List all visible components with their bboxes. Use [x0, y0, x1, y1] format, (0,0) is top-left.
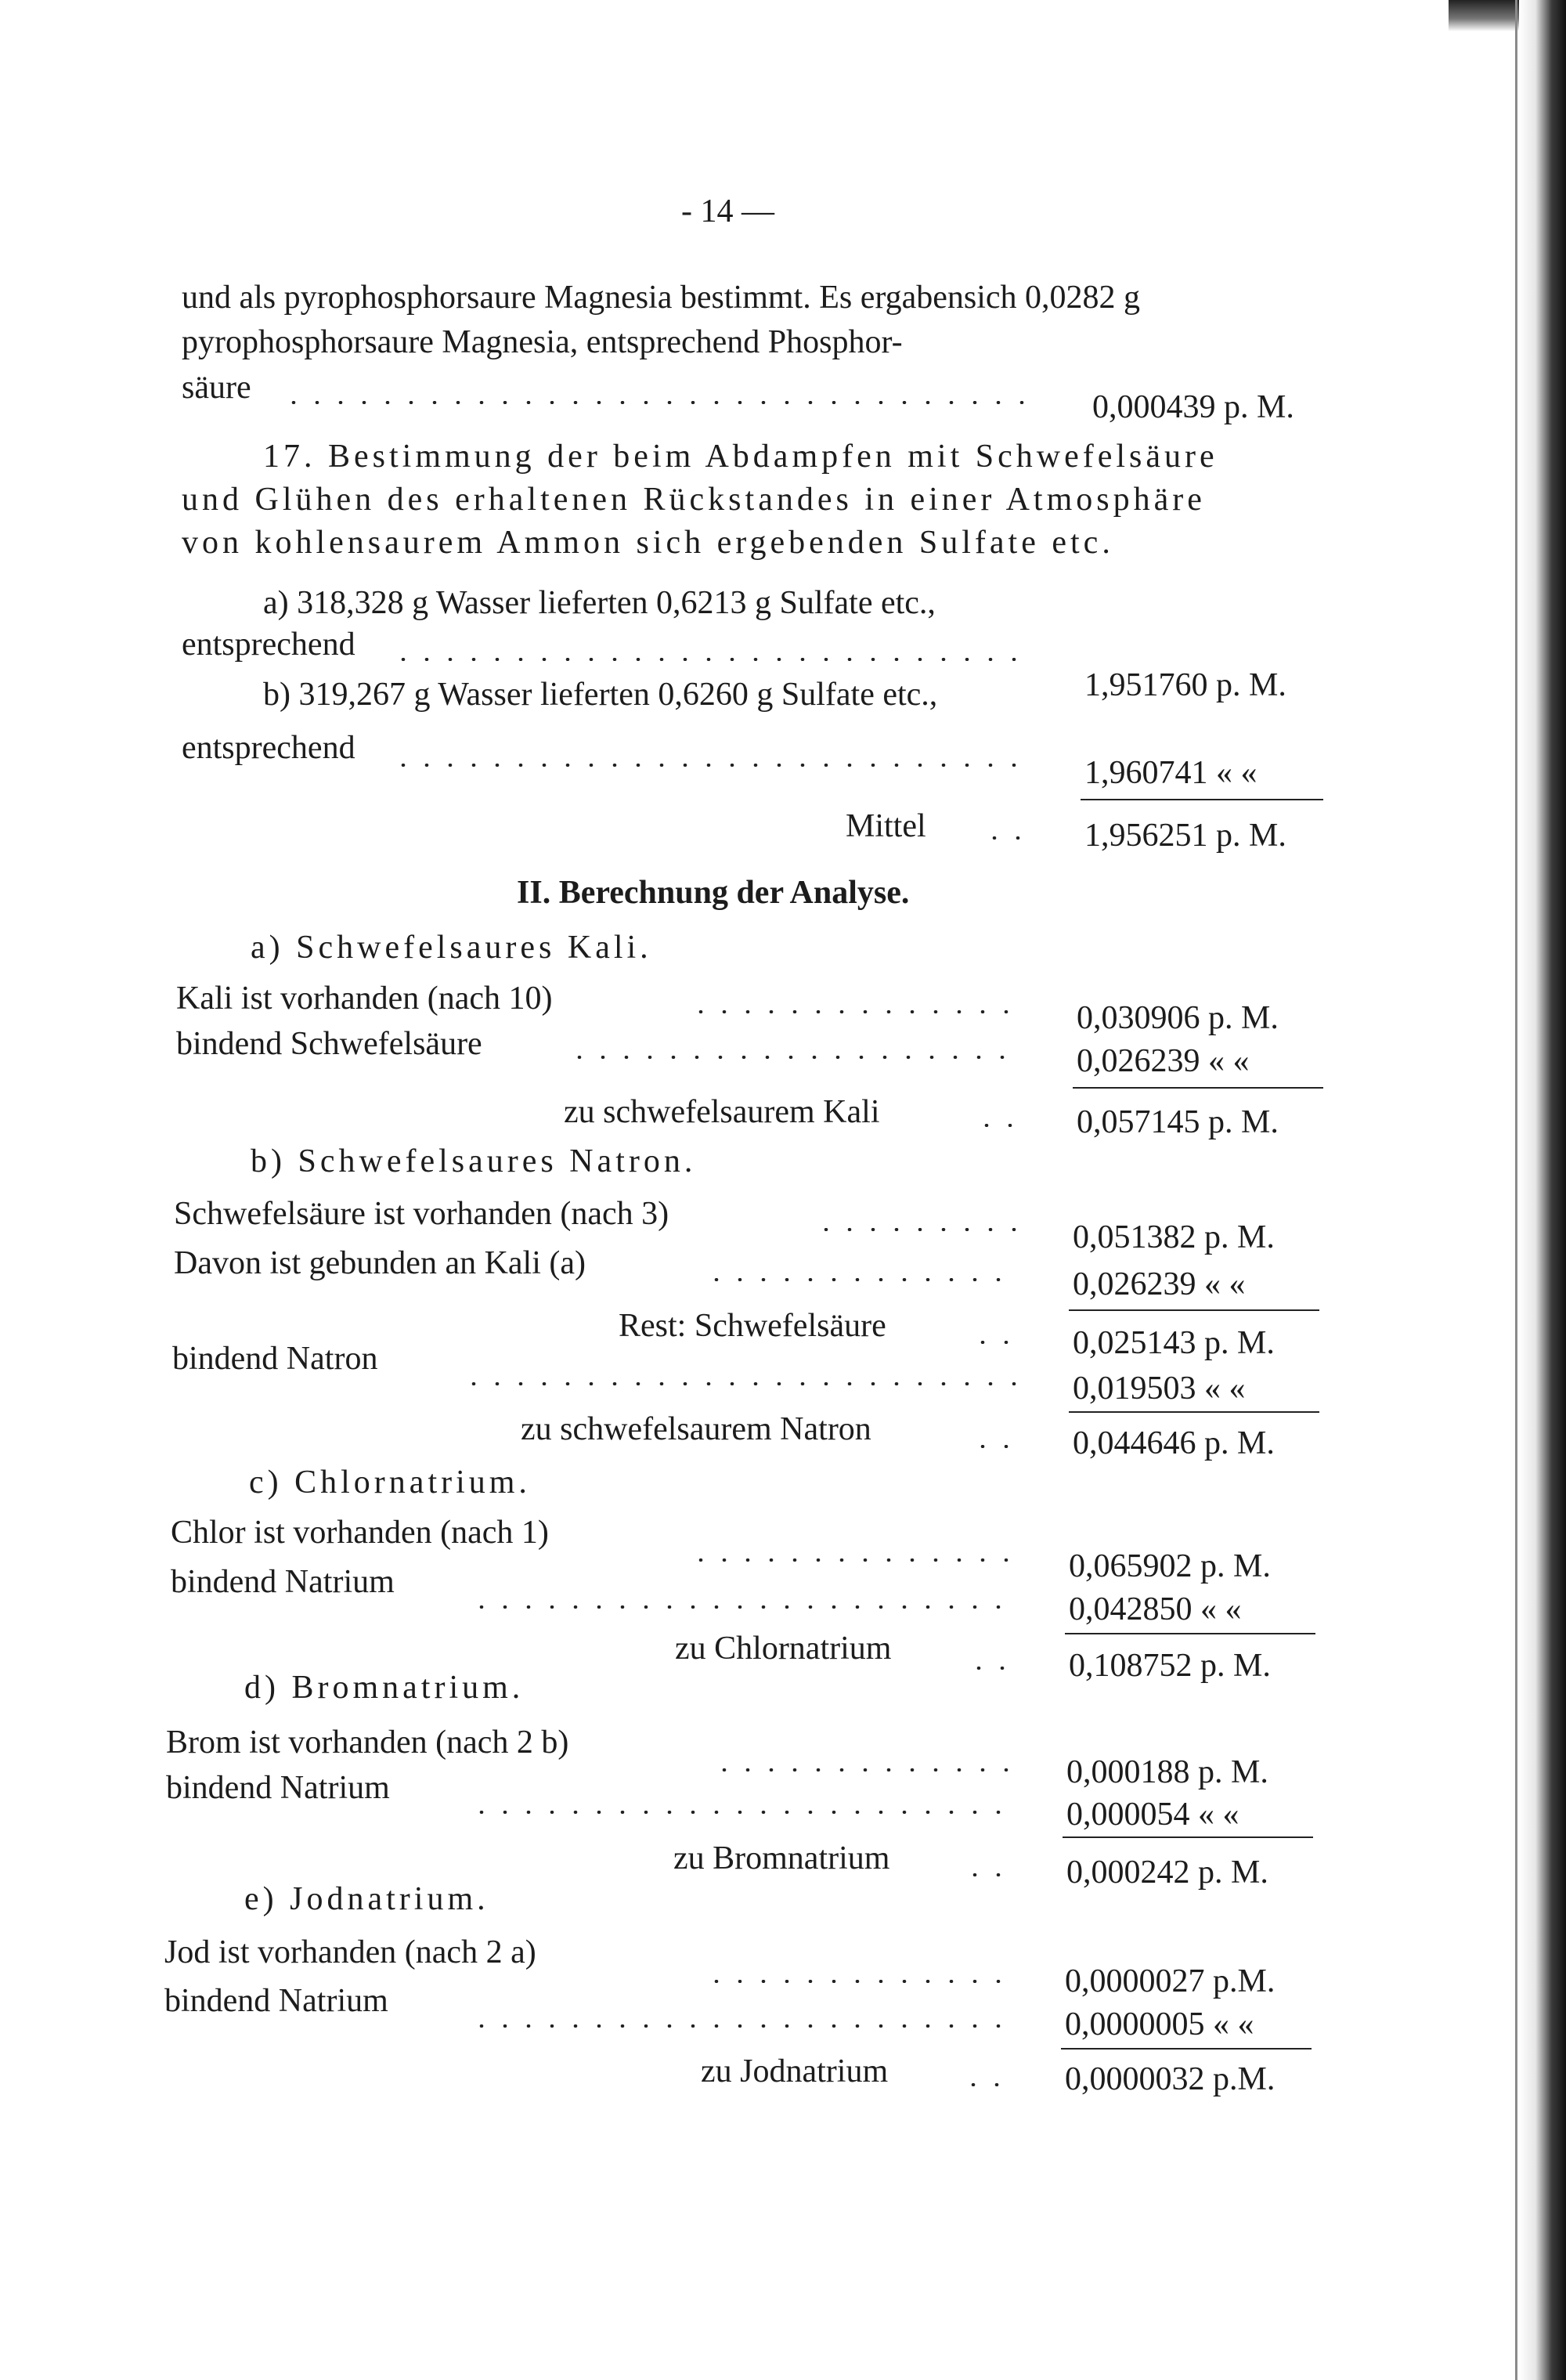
sum-rule [1081, 799, 1323, 800]
leader-dots [975, 1124, 1022, 1127]
row-label: Chlor ist vorhanden (nach 1) [171, 1515, 549, 1551]
row-label: bindend Natron [172, 1341, 378, 1377]
leader-dots [962, 2083, 1009, 2086]
subsection-title: b) Schwefelsaures Natron. [251, 1143, 697, 1179]
leader-dots [282, 401, 1034, 404]
value: 0,030906 p. M. [1077, 1000, 1279, 1036]
leader-dots [689, 1010, 1018, 1013]
value: 1,956251 p. M. [1084, 818, 1286, 854]
leader-dots [705, 1278, 1018, 1281]
paragraph-line: entsprechend [182, 730, 355, 766]
sum-rule [1073, 1087, 1323, 1089]
page-fold-line [1515, 0, 1517, 2380]
row-label: bindend Natrium [166, 1770, 390, 1806]
subsection-title: d) Bromnatrium. [244, 1670, 525, 1706]
paragraph-line: entsprechend [182, 627, 355, 663]
sum-rule [1063, 1836, 1313, 1838]
leader-dots [689, 1558, 1018, 1562]
mittel-label: Mittel [846, 808, 926, 844]
leader-dots [470, 2024, 1018, 2028]
leader-dots [392, 658, 1034, 661]
subsection-title: a) Schwefelsaures Kali. [251, 930, 652, 966]
value: 0,065902 p. M. [1069, 1548, 1271, 1584]
leader-dots [971, 1445, 1018, 1448]
sum-rule [1069, 1411, 1319, 1413]
row-label: Schwefelsäure ist vorhanden (nach 3) [174, 1196, 669, 1232]
subsection-title: c) Chlornatrium. [249, 1464, 531, 1501]
leader-dots [814, 1228, 1018, 1231]
leader-dots [470, 1811, 1018, 1814]
scan-edge-shadow [1519, 0, 1566, 2380]
value: 0,026239 « « [1073, 1266, 1246, 1302]
sum-rule [1069, 1309, 1319, 1311]
row-label: Brom ist vorhanden (nach 2 b) [166, 1725, 569, 1761]
total-label: zu schwefelsaurem Kali [564, 1094, 880, 1130]
value: 0,044646 p. M. [1073, 1425, 1275, 1461]
leader-dots [568, 1056, 1022, 1059]
value: 0,019503 « « [1073, 1371, 1246, 1407]
value: 0,0000027 p.M. [1065, 1963, 1276, 1999]
value: 0,026239 « « [1077, 1043, 1250, 1079]
value: 0,042850 « « [1069, 1591, 1242, 1627]
total-label: zu Bromnatrium [673, 1840, 890, 1876]
row-label: bindend Schwefelsäure [176, 1026, 482, 1062]
row-label: bindend Natrium [164, 1983, 388, 2019]
value: 0,108752 p. M. [1069, 1648, 1271, 1684]
paragraph-line: b) 319,267 g Wasser lieferten 0,6260 g Sulfate etc., [263, 677, 938, 713]
value: 0,000242 p. M. [1066, 1855, 1268, 1891]
paragraph-line: und als pyrophosphorsaure Magnesia bestimmt. Es ergabensich 0,0282 g [182, 280, 1141, 316]
value: 0,000188 p. M. [1066, 1754, 1268, 1790]
rest-label: Rest: Schwefelsäure [619, 1308, 886, 1344]
sum-rule [1065, 1633, 1315, 1634]
leader-dots [967, 1667, 1014, 1670]
leader-dots [713, 1768, 1018, 1771]
leader-dots [971, 1341, 1018, 1344]
section-heading-line: von kohlensaurem Ammon sich ergebenden Sulfate etc. [182, 525, 1114, 561]
paragraph-line: pyrophosphorsaure Magnesia, entsprechend Phosphor- [182, 324, 903, 360]
row-label: bindend Natrium [171, 1564, 395, 1600]
value: 0,0000032 p.M. [1065, 2061, 1276, 2097]
section-heading-line: und Glühen des erhaltenen Rückstandes in einer Atmosphäre [182, 482, 1206, 518]
subsection-title: e) Jodnatrium. [244, 1881, 489, 1917]
leader-dots [462, 1382, 1018, 1385]
row-label: Davon ist gebunden an Kali (a) [174, 1245, 586, 1281]
row-label: Kali ist vorhanden (nach 10) [176, 981, 553, 1017]
leader-dots [392, 764, 1034, 767]
leader-dots [963, 1873, 1010, 1876]
leader-dots [470, 1605, 1018, 1609]
total-label: zu Chlornatrium [675, 1631, 892, 1667]
section-heading: II. Berechnung der Analyse. [517, 875, 910, 911]
total-label: zu Jodnatrium [701, 2053, 889, 2089]
value: 0,051382 p. M. [1073, 1219, 1275, 1255]
value: 0,057145 p. M. [1077, 1104, 1279, 1140]
value: 0,000439 p. M. [1092, 389, 1294, 425]
page-number: - 14 — [681, 193, 774, 229]
paragraph-line: säure [182, 370, 251, 406]
leader-dots [983, 836, 1030, 840]
value: 0,0000005 « « [1065, 2006, 1254, 2042]
section-heading-line: 17. Bestimmung der beim Abdampfen mit Schwefelsäure [263, 439, 1218, 475]
value: 0,000054 « « [1066, 1797, 1239, 1833]
value: 1,960741 « « [1084, 755, 1257, 791]
paragraph-line: a) 318,328 g Wasser lieferten 0,6213 g Sulfate etc., [263, 585, 936, 621]
row-label: Jod ist vorhanden (nach 2 a) [164, 1934, 536, 1970]
total-label: zu schwefelsaurem Natron [521, 1411, 871, 1447]
leader-dots [705, 1980, 1018, 1983]
value: 0,025143 p. M. [1073, 1325, 1275, 1361]
sum-rule [1061, 2048, 1312, 2050]
value: 1,951760 p. M. [1084, 667, 1286, 703]
